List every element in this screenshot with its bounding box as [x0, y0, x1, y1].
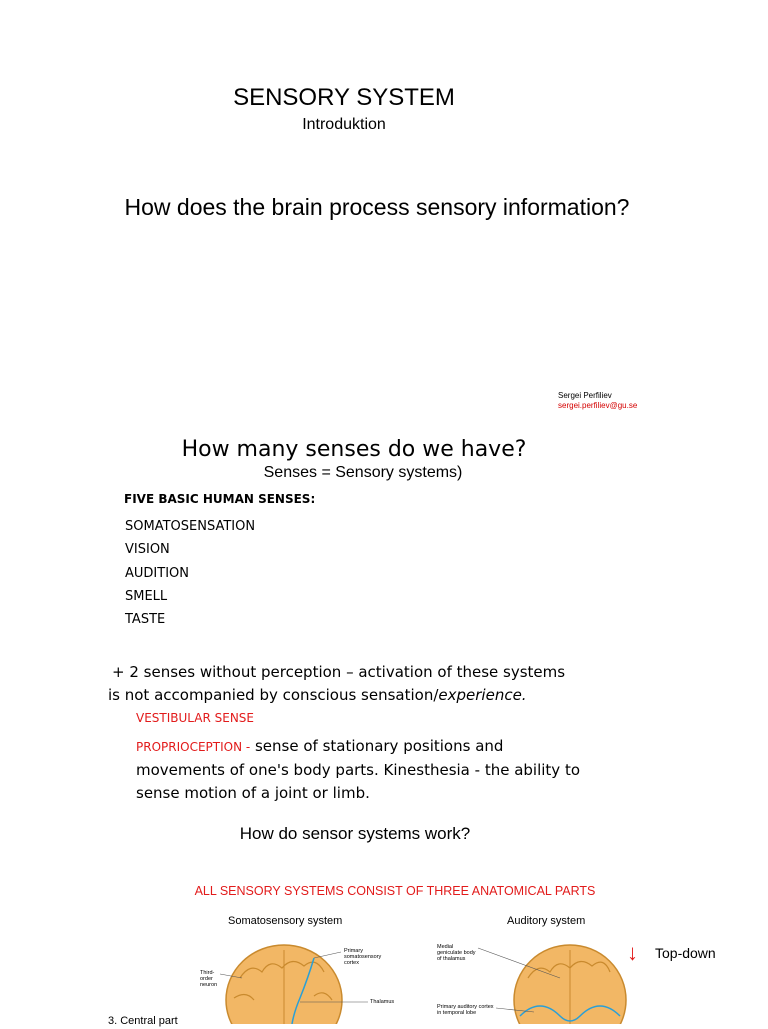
perception-line-2-text: is not accompanied by conscious sensation/: [108, 685, 439, 704]
topdown-label: Top-down: [655, 945, 716, 961]
soma-annotation-neuron: Third-order neuron: [200, 970, 218, 988]
somatosensory-label: Somatosensory system: [228, 915, 343, 927]
central-part-label: 3. Central part: [108, 1015, 178, 1027]
sense-item: TASTE: [125, 612, 166, 628]
senses-title: How many senses do we have?: [181, 437, 527, 462]
sense-item: SOMATOSENSATION: [125, 519, 256, 534]
senses-list: [125, 515, 255, 631]
perception-paragraph: [108, 661, 628, 706]
aud-annotation-geniculate: Medial geniculate body of thalamus: [437, 944, 476, 962]
three-parts-heading: ALL SENSORY SYSTEMS CONSIST OF THREE ANATOMICAL PARTS: [194, 884, 596, 898]
senses-subtitle: Senses = Sensory systems): [263, 464, 463, 481]
perception-italic: experience.: [438, 685, 527, 704]
author-email[interactable]: sergei.perfiliev@gu.se: [558, 401, 638, 410]
sense-item: AUDITION: [125, 565, 189, 581]
down-arrow-icon: ↓: [627, 940, 638, 965]
vestibular-label: VESTIBULAR SENSE: [136, 711, 254, 725]
slide-subtitle: Introduktion: [302, 116, 386, 133]
author-block: [558, 391, 637, 411]
slide-title: SENSORY SYSTEM: [233, 84, 455, 111]
sense-item: SMELL: [125, 588, 168, 604]
soma-annotation-thalamus: Thalamus: [370, 999, 395, 1005]
perception-line-2: [108, 684, 628, 707]
proprioception-paragraph: [136, 735, 596, 805]
author-name: Sergei Perfiliev: [558, 391, 612, 400]
senses-heading: FIVE BASIC HUMAN SENSES:: [124, 492, 316, 506]
somatosensory-brain-figure: [196, 938, 406, 1024]
proprioception-text: sense of stationary positions and movements of one's body parts. Kinesthesia - the ability to sense motion of a joint or limb.: [136, 737, 581, 802]
soma-annotation-cortex: Primary somatosensory cortex: [344, 948, 382, 966]
main-question: How does the brain process sensory information?: [124, 194, 630, 220]
perception-line-1: + 2 senses without perception – activation of these systems: [112, 663, 566, 681]
sense-item: VISION: [125, 542, 170, 558]
auditory-label: Auditory system: [507, 915, 586, 927]
aud-annotation-cortex: Primary auditory cortex in temporal lobe: [437, 1004, 494, 1016]
proprioception-label: PROPRIOCEPTION -: [136, 740, 251, 754]
how-work-question: How do sensor systems work?: [239, 824, 471, 843]
auditory-brain-figure: [434, 938, 634, 1024]
